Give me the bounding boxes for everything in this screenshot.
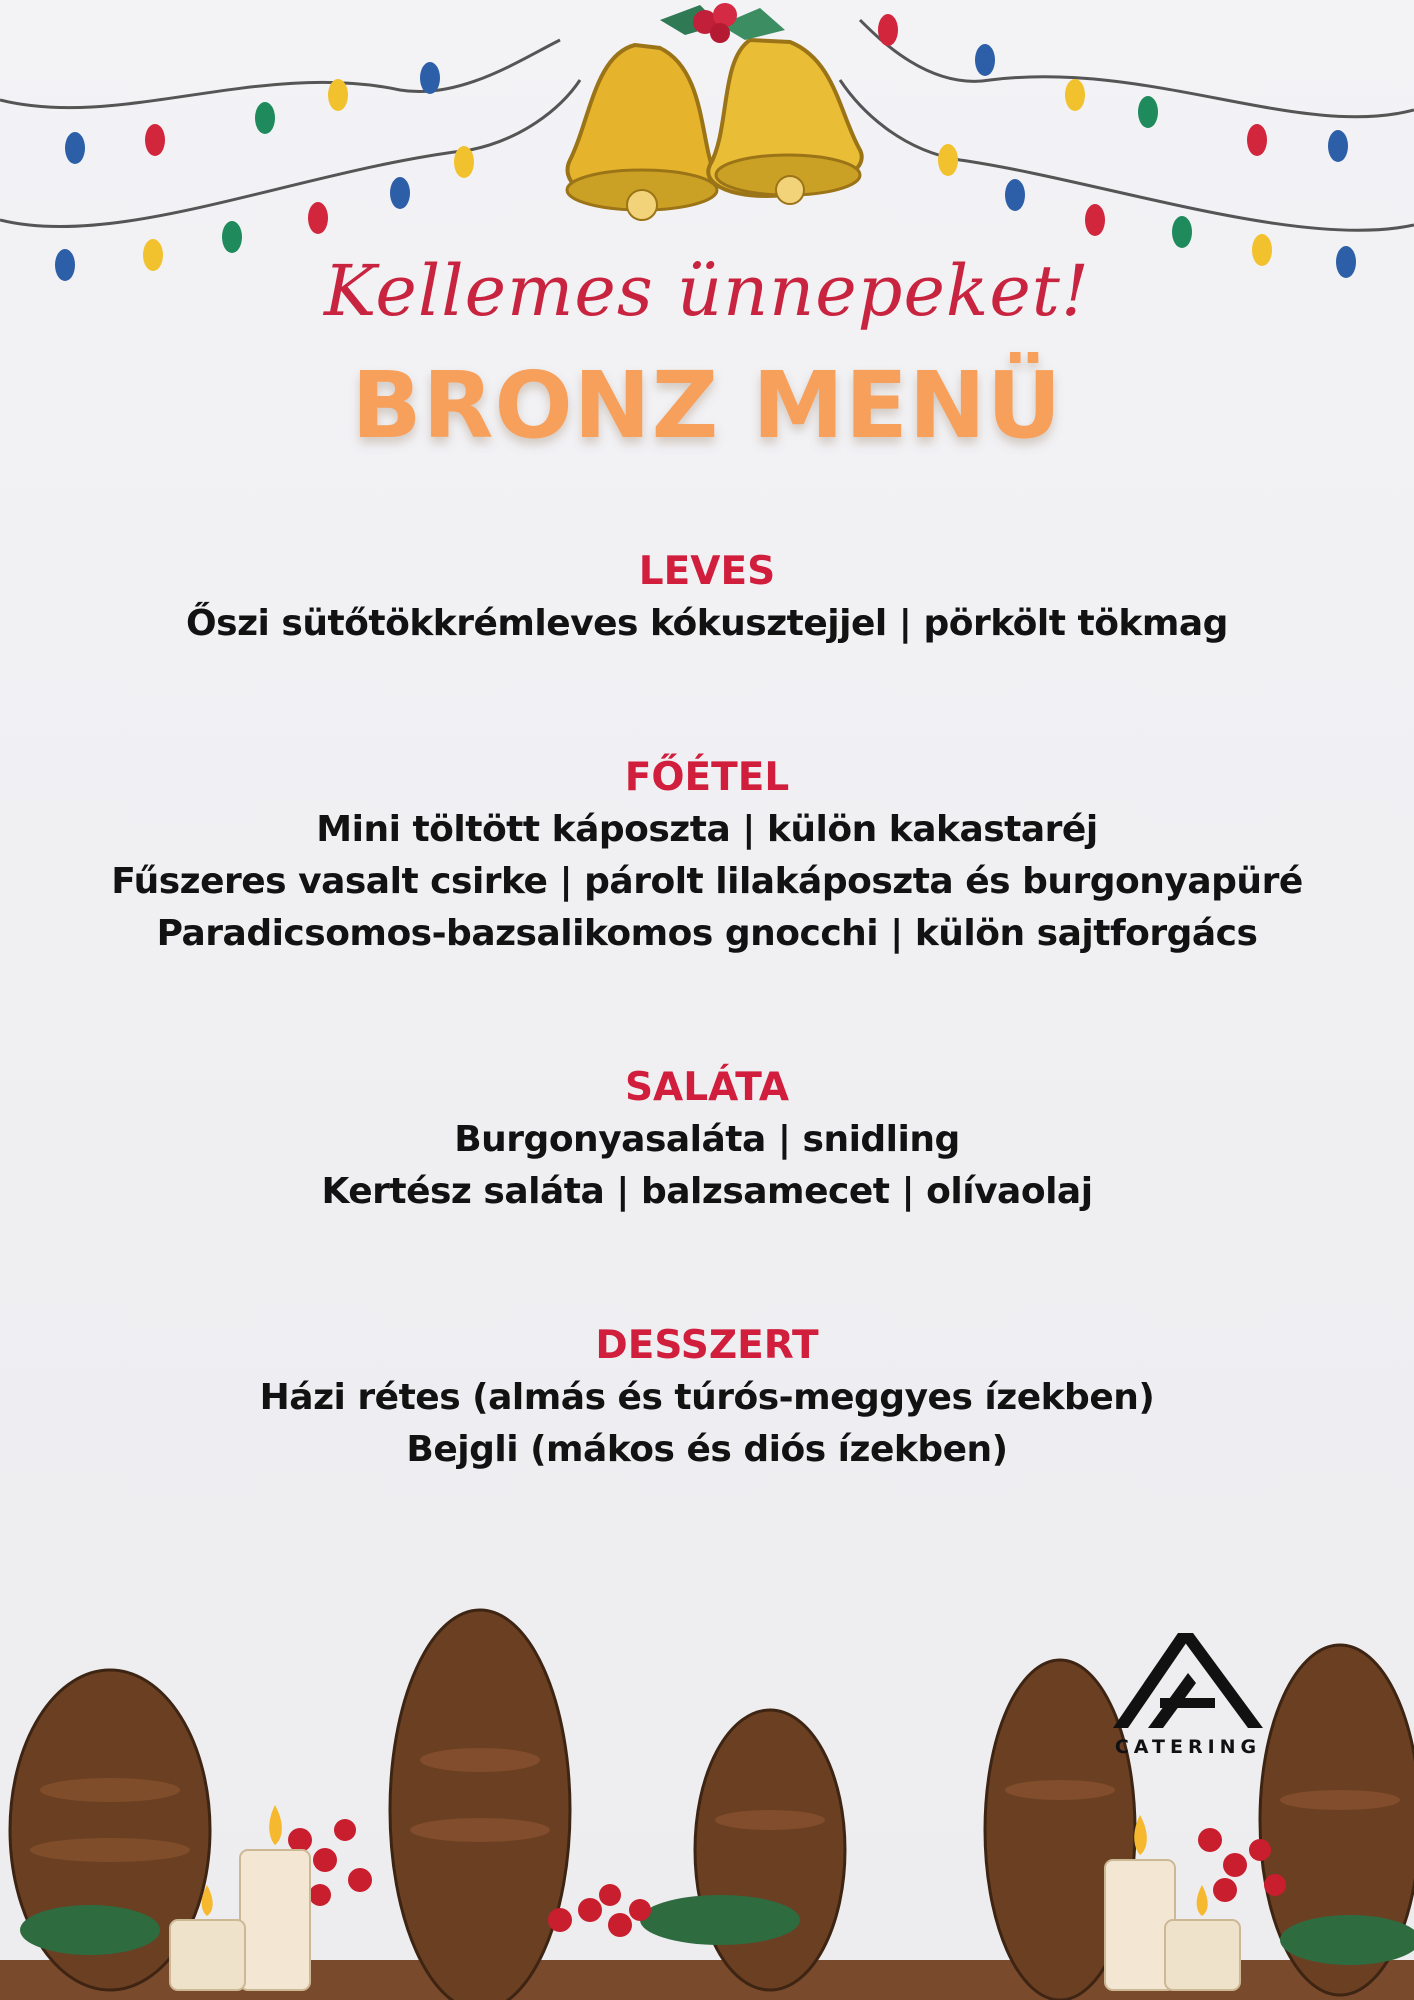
dish-item: Mini töltött káposzta | külön kakastaréj [316, 809, 1098, 850]
section-leves [0, 546, 1414, 650]
dish-item: Kertész saláta | balzsamecet | olívaolaj [321, 1171, 1093, 1212]
greeting-heading: Kellemes ünnepeket! [323, 250, 1091, 332]
section-desszert [0, 1320, 1414, 1476]
section-salata [0, 1062, 1414, 1218]
dish-item: Burgonyasaláta | snidling [454, 1119, 960, 1160]
dish-item: Házi rétes (almás és túrós-meggyes ízekben) [259, 1377, 1155, 1418]
dish-item: Fűszeres vasalt csirke | párolt lilakáposzta és burgonyapüré [111, 861, 1303, 902]
dish-item: Paradicsomos-bazsalikomos gnocchi | külön sajtforgács [156, 913, 1258, 954]
bells-decoration [520, 0, 900, 250]
menu-title: BRONZ MENÜ [351, 352, 1063, 459]
dish-item: Bejgli (mákos és diós ízekben) [406, 1429, 1008, 1470]
section-title: SALÁTA [624, 1065, 790, 1110]
section-title: FŐÉTEL [624, 755, 790, 800]
logo-text: CATERING [1114, 1736, 1262, 1758]
dish-item: Őszi sütőtökkrémleves kókusztejjel | pörkölt tökmag [186, 603, 1228, 644]
logo-mark-icon [1108, 1628, 1268, 1733]
section-title: DESSZERT [595, 1323, 819, 1368]
catering-logo [1108, 1628, 1268, 1758]
holly-berries [660, 3, 785, 43]
section-title: LEVES [638, 549, 776, 594]
section-foetel [0, 752, 1414, 960]
